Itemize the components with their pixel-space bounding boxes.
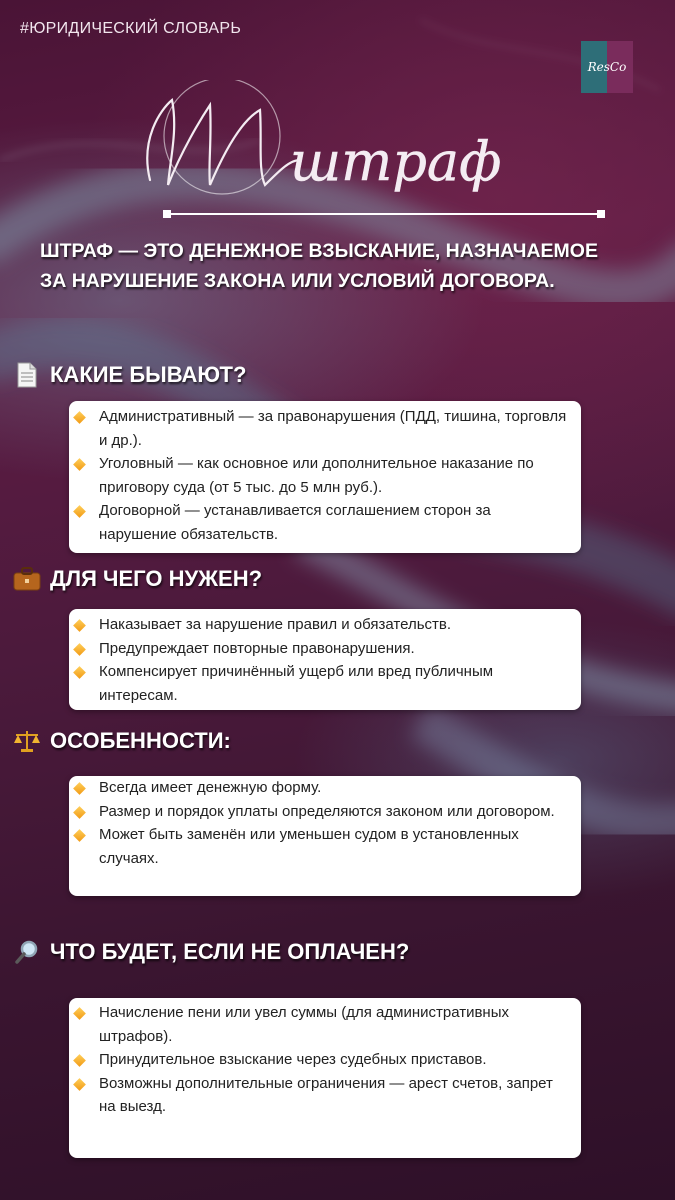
definition-text: ШТРАФ — ЭТО ДЕНЕЖНОЕ ВЗЫСКАНИЕ, НАЗНАЧАЕМОЕ ЗА НАРУШЕНИЕ ЗАКОНА ИЛИ УСЛОВИЙ ДОГОВОРА. (40, 240, 598, 292)
diamond-bullet-icon (73, 643, 86, 656)
scales-icon (12, 728, 42, 754)
card-features (69, 776, 581, 896)
section-title-text: ДЛЯ ЧЕГО НУЖЕН? (50, 566, 263, 591)
document-icon (12, 362, 42, 388)
magnifier-icon (12, 939, 42, 965)
section-title-types (12, 362, 246, 388)
diamond-bullet-icon (73, 1054, 86, 1067)
section-title-unpaid (12, 939, 409, 965)
diamond-bullet-icon (73, 806, 86, 819)
diamond-bullet-icon (73, 782, 86, 795)
list-item: Принудительное взыскание через судебных приставов. (99, 1048, 567, 1072)
list-item: Всегда имеет денежную форму. (99, 776, 567, 800)
diamond-bullet-icon (73, 1007, 86, 1020)
list-item: Размер и порядок уплаты определяются законом или договором. (99, 800, 567, 824)
section-title-text: ОСОБЕННОСТИ: (50, 728, 231, 753)
list-item: Договорной — устанавливается соглашением сторон за нарушение обязательств. (99, 499, 567, 546)
briefcase-icon (12, 566, 42, 592)
list-item: Уголовный — как основное или дополнительное наказание по приговору суда (от 5 тыс. до 5 млн руб.). (99, 452, 567, 499)
title-word: штраф (290, 130, 502, 193)
title-lettering (130, 80, 630, 230)
diamond-bullet-icon (73, 411, 86, 424)
diamond-bullet-icon (73, 458, 86, 471)
section-title-features (12, 728, 231, 754)
title-svg (130, 80, 630, 230)
list-item: Компенсирует причинённый ущерб или вред публичным интересам. (99, 660, 567, 707)
hashtag-label: #ЮРИДИЧЕСКИЙ СЛОВАРЬ (20, 20, 242, 37)
section-title-text: ЧТО БУДЕТ, ЕСЛИ НЕ ОПЛАЧЕН? (50, 939, 410, 964)
list-item: Возможны дополнительные ограничения — арест счетов, запрет на выезд. (99, 1072, 567, 1119)
diamond-bullet-icon (73, 619, 86, 632)
list-item: Начисление пени или увел суммы (для административных штрафов). (99, 1001, 567, 1048)
title-initial-stroke (147, 100, 300, 185)
diamond-bullet-icon (73, 505, 86, 518)
diamond-bullet-icon (73, 666, 86, 679)
card-unpaid (69, 998, 581, 1158)
list-item: Административный — за правонарушения (ПДД, тишина, торговля и др.). (99, 405, 567, 452)
section-title-text: КАКИЕ БЫВАЮТ? (50, 362, 247, 387)
list-item: Наказывает за нарушение правил и обязательств. (99, 613, 567, 637)
list-item: Может быть заменён или уменьшен судом в установленных случаях. (99, 823, 567, 870)
diamond-bullet-icon (73, 1078, 86, 1091)
card-purpose (69, 609, 581, 710)
diamond-bullet-icon (73, 829, 86, 842)
section-title-purpose (12, 566, 262, 592)
list-item: Предупреждает повторные правонарушения. (99, 637, 567, 661)
logo-text: ResCo (587, 60, 627, 74)
card-types (69, 401, 581, 553)
